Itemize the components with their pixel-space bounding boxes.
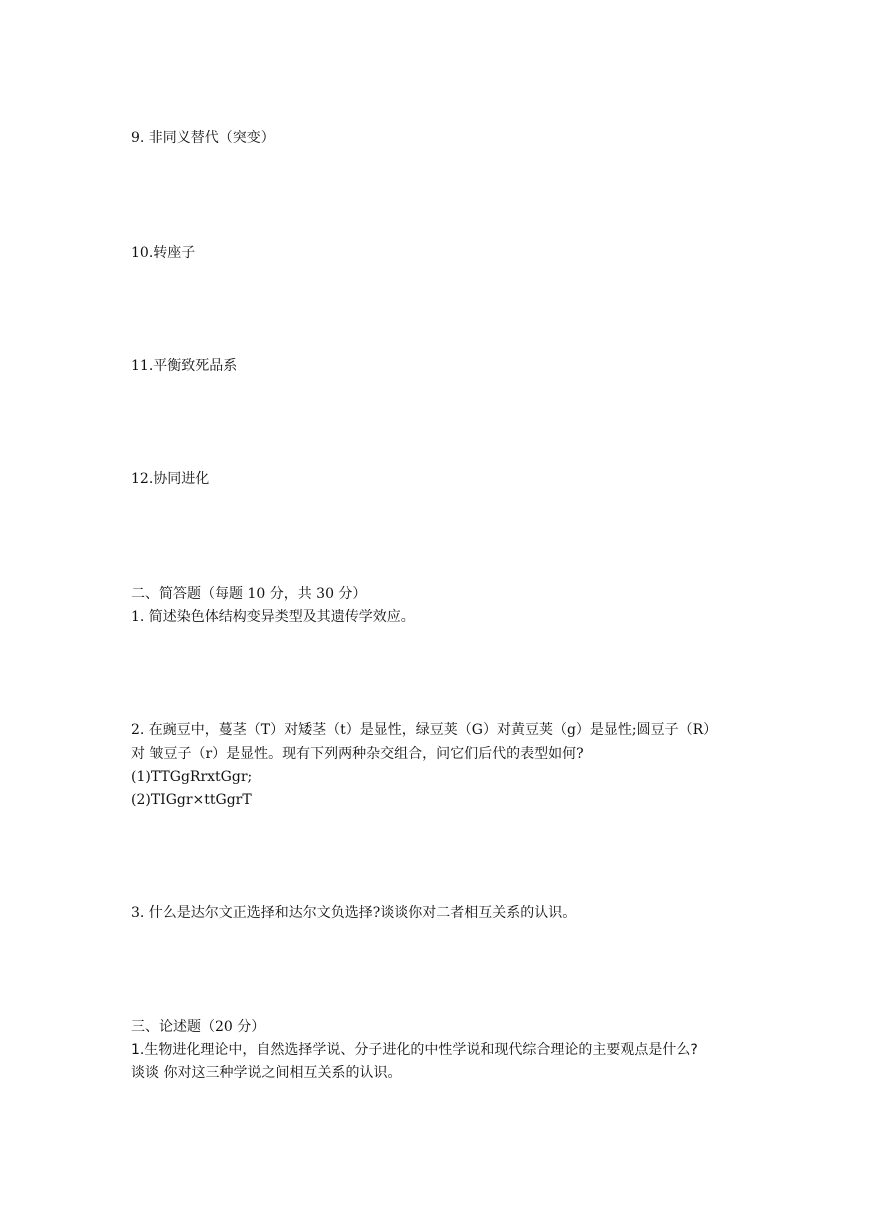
term-item-12: 12.协同进化 [131, 471, 210, 487]
question-2-cross-2: (2)TIGgr×ttGgrT [131, 792, 252, 808]
term-item-10: 10.转座子 [131, 245, 196, 261]
term-item-11: 11.平衡致死品系 [131, 358, 238, 374]
term-item-9: 9. 非同义替代（突变） [131, 130, 275, 146]
question-3: 3. 什么是达尔文正选择和达尔文负选择?谈谈你对二者相互关系的认识。 [131, 905, 577, 921]
question-1: 1. 简述染色体结构变异类型及其遗传学效应。 [131, 609, 415, 625]
section-heading-essay: 三、论述题（20 分） [131, 1019, 266, 1035]
question-2-cross-1: (1)TTGgRrxtGgr; [131, 769, 253, 785]
section-heading-short-answer: 二、简答题（每题 10 分，共 30 分） [131, 586, 367, 602]
question-2-line-2: 对 皱豆子（r）是显性。现有下列两种杂交组合，问它们后代的表型如何? [131, 746, 584, 762]
question-2-line-1: 2. 在豌豆中，蔓茎（T）对矮茎（t）是显性，绿豆荚（G）对黄豆荚（g）是显性;圆豆子（R） [131, 722, 718, 738]
essay-question-line-1: 1.生物进化理论中，自然选择学说、分子进化的中性学说和现代综合理论的主要观点是什么? [131, 1042, 698, 1058]
essay-question-line-2: 谈谈 你对这三种学说之间相互关系的认识。 [131, 1065, 402, 1081]
